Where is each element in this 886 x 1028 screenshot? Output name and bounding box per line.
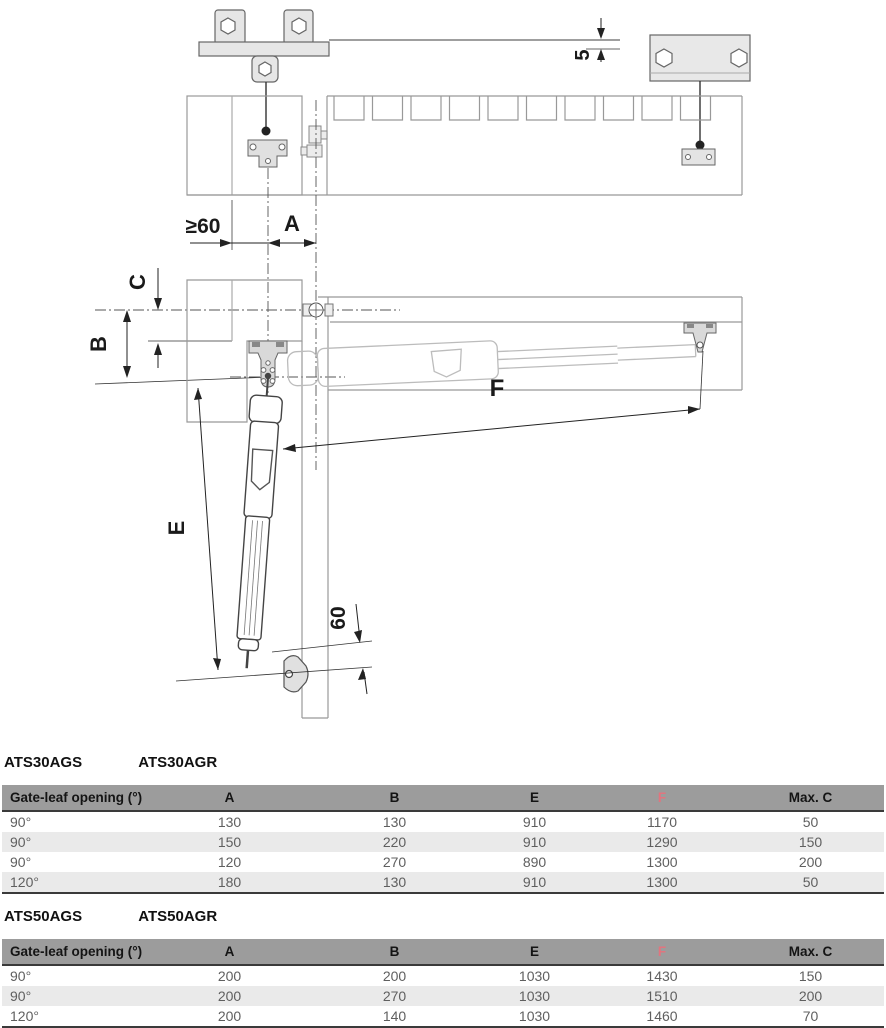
front-plate-exploded (650, 35, 750, 81)
model-name: ATS30AGR (138, 754, 218, 771)
table-header-row (2, 785, 884, 811)
model-titles-ats50 (0, 894, 886, 939)
column-header-f: F (587, 939, 737, 965)
column-header: A (152, 939, 307, 965)
table-cell: 1510 (587, 986, 737, 1006)
table-cell: 50 (737, 872, 884, 893)
table-cell: 200 (382, 968, 407, 984)
column-header: Gate-leaf opening (°) (2, 785, 152, 811)
table-cell: 90° (10, 968, 32, 984)
column-header: Gate-leaf opening (°) (2, 939, 152, 965)
table-cell: 1030 (482, 986, 587, 1006)
hex-bolt-icon (221, 18, 235, 34)
table-cell: 180 (152, 872, 307, 893)
rear-bracket-mounted (248, 140, 287, 167)
dim-label-5: 5 (572, 49, 594, 61)
table-cell: 1300 (646, 854, 678, 870)
dim-label-b: B (86, 336, 111, 352)
ats30-dimension-table (2, 785, 884, 894)
table-cell: 150 (737, 832, 884, 852)
column-header: B (307, 785, 482, 811)
table-cell: 220 (307, 832, 482, 852)
rear-bracket-exploded (199, 10, 329, 82)
table-cell: 270 (307, 986, 482, 1006)
table-row (2, 965, 884, 986)
table-cell: 120° (2, 872, 152, 893)
dim-label-60: 60 (327, 606, 350, 630)
table-cell: 120 (217, 854, 242, 870)
model-name: ATS50AGR (138, 908, 218, 925)
table-row (2, 852, 884, 872)
ats50-dimension-table (2, 939, 884, 1028)
column-header: E (482, 785, 587, 811)
front-bracket-plan (684, 323, 716, 352)
table-cell: 150 (798, 968, 823, 984)
table-cell: 200 (152, 986, 307, 1006)
table-row (2, 986, 884, 1006)
model-name: ATS50AGS (4, 908, 83, 925)
table-header-row (2, 939, 884, 965)
dimension-b (86, 310, 270, 384)
column-header: Max. C (737, 785, 884, 811)
dimension-c (125, 268, 232, 368)
table-cell: 1460 (646, 1008, 678, 1024)
dim-label-min60: ≥60 (185, 215, 221, 238)
table-cell: 910 (482, 832, 587, 852)
table-cell: 200 (217, 1008, 242, 1024)
table-cell: 50 (802, 814, 819, 830)
table-cell: 1030 (518, 1008, 551, 1024)
table-cell: 200 (798, 854, 823, 870)
leader-lines (262, 81, 705, 150)
column-header: E (482, 939, 587, 965)
table-cell: 1300 (587, 872, 737, 893)
model-name: ATS30AGS (4, 754, 83, 771)
table-cell: 130 (217, 814, 242, 830)
hinge-elevation (301, 126, 327, 157)
table-row (2, 872, 884, 893)
column-header: B (307, 939, 482, 965)
table-cell: 890 (522, 854, 547, 870)
column-header-f: F (587, 785, 737, 811)
dimension-min60-A (186, 211, 316, 247)
gate-slats (334, 96, 711, 120)
hex-bolt-icon (259, 62, 271, 76)
dimension-tables (0, 748, 886, 1028)
table-cell: 90° (2, 832, 152, 852)
hinge-plan (303, 303, 333, 317)
table-cell: 1430 (646, 968, 678, 984)
table-cell: 70 (802, 1008, 819, 1024)
table-cell: 130 (382, 814, 407, 830)
model-titles-ats30 (0, 748, 886, 785)
table-cell: 120° (10, 1008, 39, 1024)
hex-bolt-icon (656, 49, 672, 67)
dim-label-a: A (284, 211, 300, 236)
hex-bolt-icon (731, 49, 747, 67)
table-cell: 200 (737, 986, 884, 1006)
table-row (2, 832, 884, 852)
column-header: Max. C (737, 939, 884, 965)
table-cell: 1170 (646, 814, 678, 830)
table-cell: 140 (382, 1008, 407, 1024)
brand-shield-icon (431, 349, 462, 377)
table-cell: 910 (482, 872, 587, 893)
table-cell: 1030 (518, 968, 551, 984)
dim-label-e: E (164, 520, 189, 536)
dim-label-f: F (489, 375, 505, 402)
dimension-f (283, 351, 703, 452)
table-cell: 130 (307, 872, 482, 893)
table-cell: 90° (10, 854, 32, 870)
table-cell: 90° (10, 814, 32, 830)
table-cell: 150 (152, 832, 307, 852)
table-cell: 910 (522, 814, 547, 830)
table-cell: 90° (2, 986, 152, 1006)
column-header: A (152, 785, 307, 811)
table-cell: 270 (382, 854, 407, 870)
dim-label-c: C (125, 274, 150, 290)
hex-bolt-icon (292, 18, 306, 34)
front-bracket-mounted (682, 149, 715, 165)
front-bracket-open-gate (284, 656, 308, 692)
table-row (2, 811, 884, 832)
actuator-open-position (231, 377, 284, 670)
table-cell: 200 (217, 968, 242, 984)
table-cell: 1290 (587, 832, 737, 852)
